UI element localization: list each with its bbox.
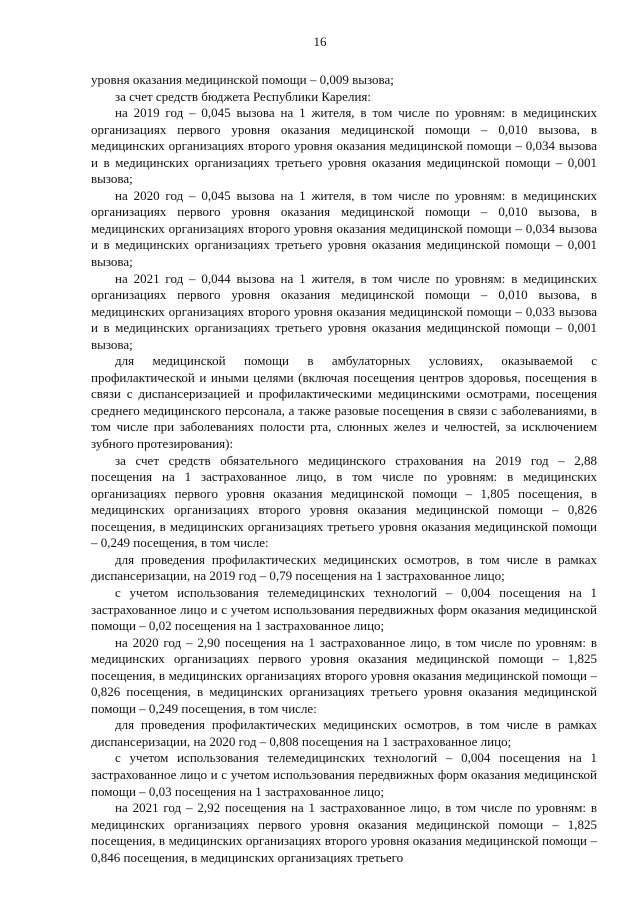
paragraph-checkups-2020: для проведения профилактических медицинских осмотров, в том числе в рамках диспансеризации, на 2020 год – 0,808 посещения на 1 застрахованное лицо;: [91, 717, 597, 749]
paragraph-visits-2020: на 2020 год – 2,90 посещения на 1 застрахованное лицо, в том числе по уровням: в медицинских организациях первого уровня оказания медицинской помощи – 1,825 посещения, в медицинских организациях второго уровня оказания медицинской помощи – 0,826 посещения, в медицинских организациях третьего уровня оказания медицинской помощи – 0,249 посещения, в том числе:: [91, 634, 597, 716]
paragraph-calls-2019: на 2019 год – 0,045 вызова на 1 жителя, в том числе по уровням: в медицинских организациях первого уровня оказания медицинской помощи – 0,010 вызова, в медицинских организациях второго уровня оказания медицинской помощи – 0,034 вызова и в медицинских организациях третьего уровня оказания медицинской помощи – 0,001 вызова;: [91, 105, 597, 187]
paragraph-telemedicine-2020: с учетом использования телемедицинских технологий – 0,004 посещения на 1 застрахованное лицо и с учетом использования передвижных форм оказания медицинской помощи – 0,03 посещения на 1 застрахованное лицо;: [91, 750, 597, 799]
paragraph-continuation: уровня оказания медицинской помощи – 0,009 вызова;: [91, 72, 394, 87]
page-number: 16: [313, 34, 327, 49]
paragraph-calls-2021: на 2021 год – 0,044 вызова на 1 жителя, в том числе по уровням: в медицинских организациях первого уровня оказания медицинской помощи – 0,010 вызова, в медицинских организациях второго уровня оказания медицинской помощи – 0,033 вызова и в медицинских организациях третьего уровня оказания медицинской помощи – 0,001 вызова;: [91, 270, 597, 352]
paragraph-checkups-2019: для проведения профилактических медицинских осмотров, в том числе в рамках диспансеризации, на 2019 год – 0,79 посещения на 1 застрахованное лицо;: [91, 551, 597, 584]
paragraph-calls-2020: на 2020 год – 0,045 вызова на 1 жителя, в том числе по уровням: в медицинских организациях первого уровня оказания медицинской помощи – 0,010 вызова, в медицинских организациях второго уровня оказания медицинской помощи – 0,034 вызова и в медицинских организациях третьего уровня оказания медицинской помощи – 0,001 вызова;: [91, 187, 597, 270]
paragraph-telemedicine-2019: с учетом использования телемедицинских технологий – 0,004 посещения на 1 застрахованное лицо и с учетом использования передвижных форм оказания медицинской помощи – 0,02 посещения на 1 застрахованное лицо;: [91, 584, 597, 634]
paragraph-oms-visits-2019: за счет средств обязательного медицинского страхования на 2019 год – 2,88 посещения на 1 застрахованное лицо, в том числе по уровням: в медицинских организациях первого уровня оказания медицинской помощи – 1,805 посещения, в медицинских организациях второго уровня оказания медицинской помощи – 0,826 посещения, в медицинских организациях третьего уровня оказания медицинской помощи – 0,249 посещения, в том числе:: [91, 452, 597, 551]
paragraph-outpatient-preventive: для медицинской помощи в амбулаторных условиях, оказываемой с профилактической и иными целями (включая посещения центров здоровья, посещения в связи с диспансеризацией и профилактическими медицинскими осмотрами, посещения среднего медицинского персонала, а также разовые посещения в связи с заболеваниями, в том числе при заболеваниях полости рта, слюнных желез и челюстей, за исключением зубного протезирования):: [91, 353, 597, 452]
paragraph-republic-budget-heading: за счет средств бюджета Республики Карелия:: [115, 88, 371, 104]
paragraph-visits-2021: на 2021 год – 2,92 посещения на 1 застрахованное лицо, в том числе по уровням: в медицинских организациях первого уровня оказания медицинской помощи – 1,825 посещения, в медицинских организациях второго уровня оказания медицинской помощи – 0,846 посещения, в медицинских организациях третьего: [91, 800, 597, 865]
document-body: [91, 72, 597, 866]
